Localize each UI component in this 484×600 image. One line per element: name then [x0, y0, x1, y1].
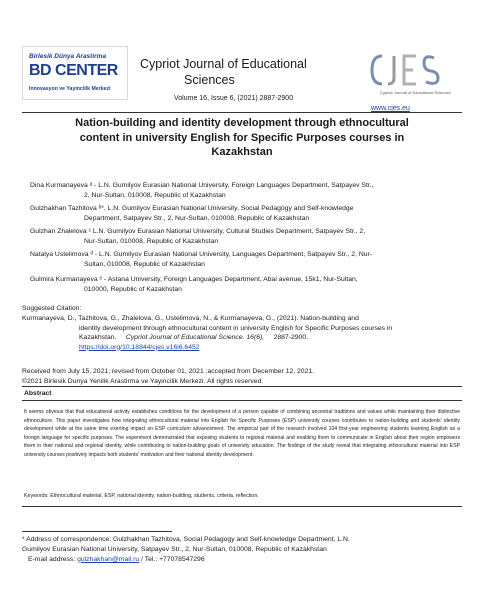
- cjes-logo-icon: [368, 50, 452, 90]
- abstract-label: Abstract: [24, 390, 52, 397]
- footnote-line: * Address of correspondence: Gulzhakhan Tazhitova, Social Pedagogy and Self-knowledge Department, L.N.: [22, 536, 350, 543]
- author-entry: [30, 275, 462, 294]
- logo-left-line1: Birlesik Dünya Arastirma: [29, 53, 107, 60]
- author-entry: [30, 181, 462, 200]
- author-line: Gulzhakhan Tazhitova ᵇ*, L.N. Gumilyov Eurasian National University, Social Pedagogy and Self-knowledge: [30, 205, 354, 212]
- telephone: / Tel.: +77078547296: [141, 555, 205, 563]
- correspondence-footnote: [22, 535, 462, 564]
- bd-center-logo: [22, 46, 128, 100]
- citation-line: Kurmanayeva, D., Tazhitova, G., Zhalelova, G., Ustelimova, N., & Kurmanayeva, G., (2021). Nation-building and: [22, 315, 359, 322]
- author-line: Gulzhan Zhalelova ᶜ L.N. Gumilyov Eurasian National University, Cultural Studies Department, Satpayev Str., 2,: [30, 228, 366, 235]
- citation-heading: Suggested Citation:: [22, 305, 82, 312]
- received-info: [22, 367, 462, 386]
- keywords: Keywords: Ethnocultural material, ESP, national identity, nation-building, students, criteria, reflection.: [24, 493, 259, 499]
- copyright-line: ©2021 Birlesik Dunya Yenilik Arastirma ve Yayincilik Merkezi. All rights reserved.: [22, 377, 264, 385]
- citation-pages: 2887-2900.: [273, 334, 308, 341]
- author-affiliation: Sultan, 010008, Republic of Kazakhstan: [84, 260, 205, 268]
- paper-title-line2: content in university English for Specific Purposes courses in: [79, 131, 405, 144]
- footnote-contact: [22, 555, 462, 565]
- author-entry: [30, 204, 462, 223]
- author-entry: [30, 250, 462, 269]
- author-line: Natalya Ustelimova ᵈ - L.N. Gumilyov Eurasian National University, Languages Department, Satpayev Str., 2, Nur-: [30, 251, 373, 258]
- author-line: Dina Kurmanayeva ᵃ - L.N. Gumilyov Eurasian National University, Foreign Languages Department, Satpayev Str.,: [30, 182, 374, 189]
- citation-doi-wrap: [22, 343, 462, 353]
- header-rule: [22, 112, 462, 113]
- footnote-rule: [22, 531, 172, 532]
- journal-title-line1: Cypriot Journal of Educational: [140, 57, 307, 71]
- paper-title: [40, 116, 444, 160]
- paper-title-line3: Kazakhstan: [211, 146, 273, 158]
- logo-left-line2: BD CENTER: [29, 62, 118, 79]
- abstract-text: It seems obvious that that educational activity establishes conditions for the development of a person capable of combining ancestral traditions and values while maintaining their distinctive ethnoculture. This paper investigates how integrating ethnocultural material into English for Specific Purposes (ESP) university courses contributes to nation-building and students' identity development while at the same time exerting impact on ESP curriculum advancement. The empirical part of the research involved 104 first-year engineering students learning English as a foreign language for specific purposes. The experiment demonstrated that exposing students to regional material and enabling them to communicate in English about their region empowers them in their national and regional identity, while contributing to nation-building goals of university education. The findings of the study reveal that integrating ethnocultural material into ESP university courses positively impacts both students' motivation and their national identity development.: [24, 409, 460, 458]
- journal-title: [140, 56, 340, 88]
- author-line: Gulmira Kurmanayeva ᵉ - Astana University, Foreign Languages Department, Abai avenue, 15k1, Nur-Sultan,: [30, 276, 358, 283]
- author-affiliation: 010000, Republic of Kazakhstan: [84, 285, 182, 293]
- abstract-label-rule: [22, 400, 462, 401]
- citation-country: Kazakhstan.: [79, 334, 117, 341]
- cjes-logo: [368, 50, 452, 104]
- journal-title-line2: Sciences: [184, 73, 235, 87]
- email-link[interactable]: gulzhakhan@mail.ru: [77, 555, 140, 563]
- received-dates: Received from July 15, 2021; revised from October 01, 2021 ;accepted from December 12, 2021.: [22, 368, 315, 375]
- cjes-logo-subtitle: Cypriot Journal of Educational Sciences: [380, 90, 451, 95]
- author-affiliation: Nur-Sultan, 010008, Republic of Kazakhstan: [84, 237, 219, 245]
- paper-title-line1: Nation-building and identity development through ethnocultural: [75, 117, 409, 129]
- journal-website-link[interactable]: www.cjes.eu: [371, 105, 410, 112]
- abstract-bottom-rule: [22, 506, 462, 507]
- citation-line: [22, 333, 462, 343]
- citation-block: [22, 314, 462, 352]
- email-label: E-mail address:: [28, 555, 76, 563]
- doi-link[interactable]: https://doi.org/10.18844/cjes.v16i6.6452: [79, 343, 200, 351]
- abstract-top-rule: [22, 386, 462, 387]
- author-affiliation: 2, Nur-Sultan, 010008, Republic of Kazakhstan: [84, 191, 226, 199]
- footnote-line: Gumilyov Eurasian National University, Satpayev Str., 2, Nur-Sultan, 010008, Republic of Kazakhstan: [22, 545, 327, 553]
- volume-info: Volume 16, Issue 6, (2021) 2887-2900: [174, 95, 294, 102]
- logo-left-line3: Innovasyon ve Yayincilik Merkezi: [29, 86, 111, 92]
- author-entry: [30, 227, 462, 246]
- author-affiliation: Department, Satpayev Str., 2, Nur-Sultan, 010008, Republic of Kazakhstan: [84, 214, 310, 222]
- citation-line: identity development through ethnocultural content in university English for Specific Purposes courses in: [79, 324, 393, 332]
- citation-journal: Cypriot Journal of Educational Science. 16(6),: [125, 334, 265, 341]
